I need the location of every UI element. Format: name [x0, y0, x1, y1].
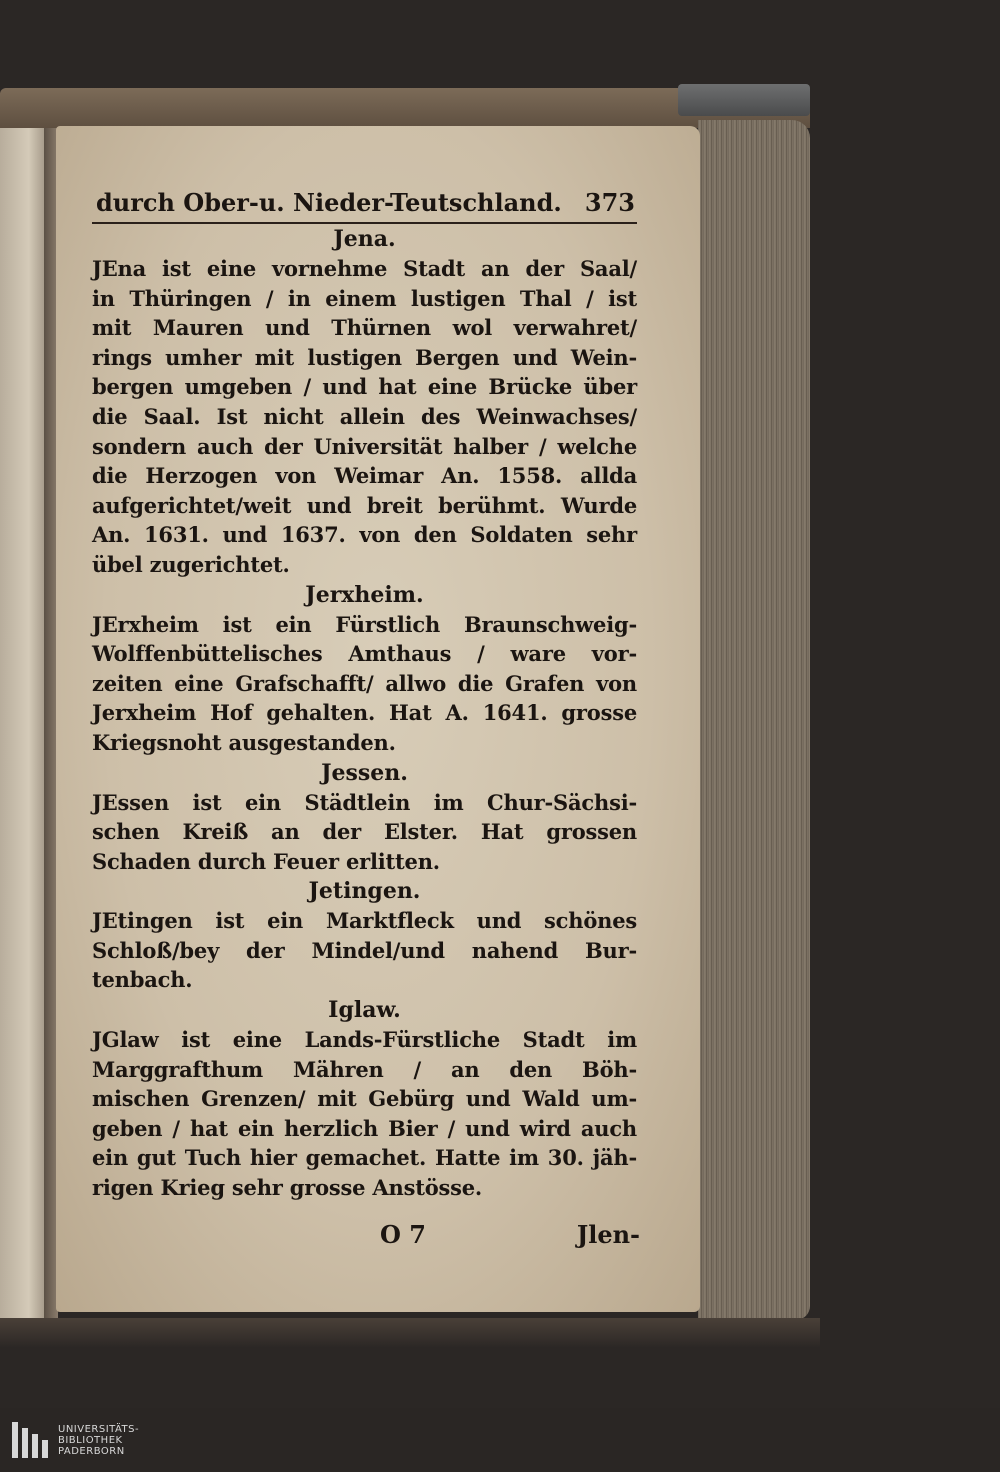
- logo-line: UNIVERSITÄTS-: [58, 1423, 140, 1435]
- running-head: [92, 186, 637, 224]
- entry-title: Jerxheim.: [305, 581, 424, 608]
- text-line: mischen Grenzen/ mit Gebürg und Wald um-: [92, 1086, 637, 1112]
- page-text: [92, 186, 637, 1203]
- text-line: An. 1631. und 1637. von den Soldaten sehr: [92, 522, 637, 548]
- logo-line: BIBLIOTHEK: [58, 1434, 123, 1446]
- text-line: in Thüringen / in einem lustigen Thal / ist: [92, 285, 637, 311]
- entry-title: Jena.: [333, 226, 396, 252]
- library-logo-icon: [10, 1418, 50, 1462]
- text-line: geben / hat ein herzlich Bier / und wird auch: [92, 1115, 637, 1141]
- text-line: rigen Krieg sehr grosse Anstösse.: [92, 1175, 483, 1201]
- text-line: die Saal. Ist nicht allein des Weinwachses/: [92, 403, 637, 429]
- library-logo: [10, 1418, 139, 1462]
- book-bottom-shadow: [0, 1318, 820, 1348]
- text-line: JErxheim ist ein Fürstlich Braunschweig-: [92, 611, 637, 637]
- text-line: aufgerichtet/weit und breit berühmt. Wurde: [92, 492, 637, 518]
- entry-title: Jessen.: [321, 759, 408, 786]
- page-footer: [380, 1220, 640, 1249]
- signature-mark: O 7: [380, 1220, 426, 1249]
- text-line: schen Kreiß an der Elster. Hat grossen: [92, 819, 637, 845]
- library-logo-text: [58, 1424, 139, 1457]
- entry-jetingen: [92, 876, 637, 995]
- text-line: JGlaw ist eine Lands-Fürstliche Stadt im: [92, 1027, 637, 1053]
- text-line: mit Mauren und Thürnen wol verwahret/: [92, 315, 637, 341]
- entry-title: Iglaw.: [328, 997, 401, 1024]
- text-line: JEna ist eine vornehme Stadt an der Saal/: [92, 256, 637, 281]
- page-number: 373: [584, 188, 635, 217]
- page-edges: [698, 120, 810, 1320]
- entry-iglaw: [92, 995, 637, 1203]
- entry-jena: [92, 224, 637, 580]
- text-line: Jerxheim Hof gehalten. Hat A. 1641. grosse: [92, 700, 637, 726]
- left-page-edge: [0, 128, 48, 1328]
- entry-jessen: [92, 758, 637, 877]
- text-line: tenbach.: [92, 967, 193, 993]
- text-line: sondern auch der Universität halber / welche: [92, 433, 637, 459]
- catchword: Jlen-: [576, 1220, 640, 1249]
- entry-title: Jetingen.: [308, 878, 421, 905]
- text-line: rings umher mit lustigen Bergen und Wein-: [92, 344, 637, 370]
- text-line: Wolffenbüttelisches Amthaus / ware vor-: [92, 641, 637, 667]
- text-line: Marggrafthum Mähren / an den Böh-: [92, 1056, 637, 1082]
- running-title: durch Ober-u. Nieder-Teutschland.: [96, 188, 562, 217]
- text-line: zeiten eine Grafschafft/ allwo die Grafen von: [92, 670, 637, 696]
- text-line: Kriegsnoht ausgestanden.: [92, 729, 396, 755]
- text-line: ein gut Tuch hier gemachet. Hatte im 30. jäh-: [92, 1145, 637, 1171]
- entry-jerxheim: [92, 580, 637, 758]
- text-line: JEssen ist ein Städtlein im Chur-Sächsi-: [92, 789, 637, 815]
- text-line: bergen umgeben / und hat eine Brücke über: [92, 374, 637, 400]
- text-line: die Herzogen von Weimar An. 1558. allda: [92, 463, 637, 489]
- logo-line: PADERBORN: [58, 1445, 125, 1457]
- text-line: Schaden durch Feuer erlitten.: [92, 848, 440, 874]
- text-line: übel zugerichtet.: [92, 551, 290, 577]
- text-line: JEtingen ist ein Marktfleck und schönes: [92, 908, 637, 934]
- book-clasp: [678, 84, 810, 116]
- text-line: Schloß/bey der Mindel/und nahend Bur-: [92, 937, 637, 963]
